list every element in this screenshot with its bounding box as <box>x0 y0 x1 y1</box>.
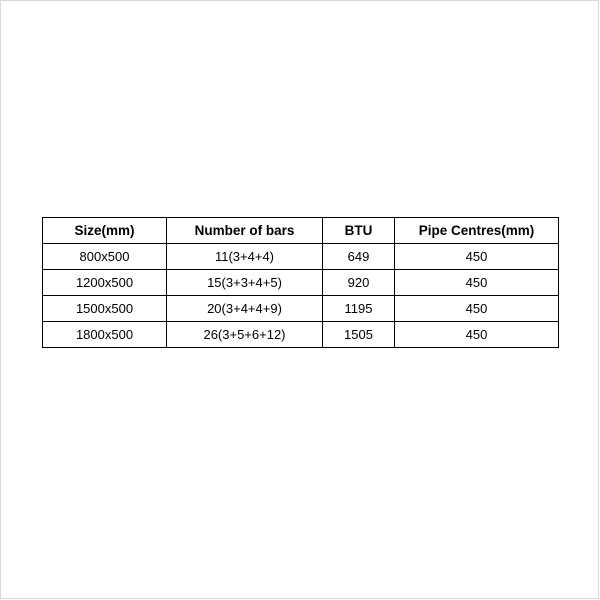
specification-table-container <box>42 217 558 348</box>
cell-pipe-centres: 450 <box>395 244 559 270</box>
table-row <box>43 244 559 270</box>
table-row <box>43 296 559 322</box>
table-header-row <box>43 218 559 244</box>
specification-table <box>42 217 559 348</box>
column-header-number-of-bars: Number of bars <box>167 218 323 244</box>
cell-pipe-centres: 450 <box>395 270 559 296</box>
cell-pipe-centres: 450 <box>395 296 559 322</box>
cell-btu: 920 <box>323 270 395 296</box>
cell-size: 800x500 <box>43 244 167 270</box>
cell-pipe-centres: 450 <box>395 322 559 348</box>
column-header-pipe-centres: Pipe Centres(mm) <box>395 218 559 244</box>
cell-number-of-bars: 20(3+4+4+9) <box>167 296 323 322</box>
cell-size: 1500x500 <box>43 296 167 322</box>
table-row <box>43 322 559 348</box>
cell-size: 1200x500 <box>43 270 167 296</box>
column-header-size: Size(mm) <box>43 218 167 244</box>
cell-btu: 649 <box>323 244 395 270</box>
cell-btu: 1505 <box>323 322 395 348</box>
cell-number-of-bars: 11(3+4+4) <box>167 244 323 270</box>
cell-size: 1800x500 <box>43 322 167 348</box>
cell-number-of-bars: 26(3+5+6+12) <box>167 322 323 348</box>
column-header-btu: BTU <box>323 218 395 244</box>
table-row <box>43 270 559 296</box>
cell-btu: 1195 <box>323 296 395 322</box>
cell-number-of-bars: 15(3+3+4+5) <box>167 270 323 296</box>
